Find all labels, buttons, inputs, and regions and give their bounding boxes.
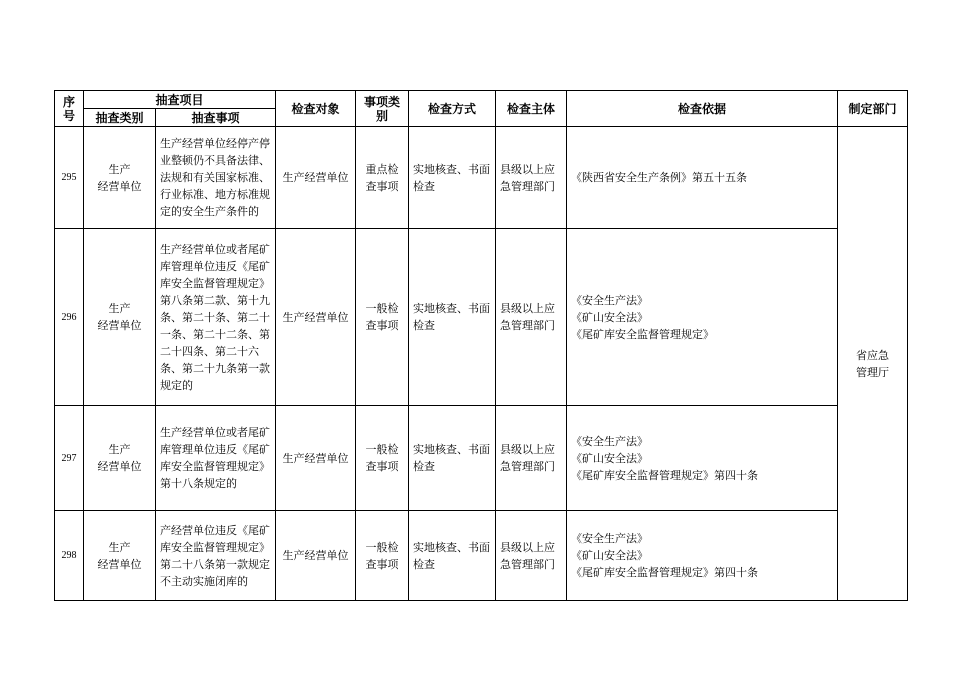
row-type: 一般检 查事项 (356, 511, 409, 601)
row-subject: 县级以上应 急管理部门 (496, 127, 567, 229)
row-basis: 《安全生产法》 《矿山安全法》 《尾矿库安全监督管理规定》第四十条 (567, 511, 838, 601)
row-subject: 县级以上应 急管理部门 (496, 406, 567, 511)
row-seq: 296 (55, 229, 84, 406)
header-seq: 序号 (55, 91, 84, 127)
header-item-group: 抽查项目 (84, 91, 276, 109)
header-basis: 检查依据 (567, 91, 838, 127)
row-type: 一般检 查事项 (356, 229, 409, 406)
row-basis: 《陕西省安全生产条例》第五十五条 (567, 127, 838, 229)
table-row (55, 406, 908, 511)
header-object: 检查对象 (276, 91, 356, 127)
row-object: 生产经营单位 (276, 229, 356, 406)
dept-cell: 省应急 管理厅 (838, 127, 908, 601)
row-subject: 县级以上应 急管理部门 (496, 511, 567, 601)
row-matter: 生产经营单位或者尾矿库管理单位违反《尾矿库安全监督管理规定》第十八条规定的 (156, 406, 276, 511)
row-object: 生产经营单位 (276, 127, 356, 229)
header-method: 检查方式 (409, 91, 496, 127)
header-category: 抽查类别 (84, 109, 156, 127)
row-type: 重点检 查事项 (356, 127, 409, 229)
row-method: 实地核查、书面 检查 (409, 511, 496, 601)
header-type: 事项类别 (356, 91, 409, 127)
row-seq: 298 (55, 511, 84, 601)
row-matter: 生产经营单位经停产停业整顿仍不具备法律、法规和有关国家标准、行业标准、地方标准规定的安全生产条件的 (156, 127, 276, 229)
header-subject: 检查主体 (496, 91, 567, 127)
row-category: 生产 经营单位 (84, 406, 156, 511)
table-row (55, 511, 908, 601)
row-category: 生产 经营单位 (84, 127, 156, 229)
row-seq: 297 (55, 406, 84, 511)
row-method: 实地核查、书面 检查 (409, 127, 496, 229)
table-row (55, 127, 908, 229)
row-method: 实地核查、书面 检查 (409, 229, 496, 406)
row-matter: 生产经营单位或者尾矿库管理单位违反《尾矿库安全监督管理规定》第八条第二款、第十九条、第二十条、第二十一条、第二十二条、第二十四条、第二十六条、第二十九条第一款规定的 (156, 229, 276, 406)
row-subject: 县级以上应 急管理部门 (496, 229, 567, 406)
row-object: 生产经营单位 (276, 511, 356, 601)
row-object: 生产经营单位 (276, 406, 356, 511)
inspection-table (54, 90, 908, 601)
row-seq: 295 (55, 127, 84, 229)
row-type: 一般检 查事项 (356, 406, 409, 511)
row-category: 生产 经营单位 (84, 511, 156, 601)
header-dept: 制定部门 (838, 91, 908, 127)
row-category: 生产 经营单位 (84, 229, 156, 406)
row-basis: 《安全生产法》 《矿山安全法》 《尾矿库安全监督管理规定》第四十条 (567, 406, 838, 511)
table-row (55, 229, 908, 406)
row-matter: 产经营单位违反《尾矿库安全监督管理规定》第二十八条第一款规定不主动实施闭库的 (156, 511, 276, 601)
row-method: 实地核查、书面 检查 (409, 406, 496, 511)
header-matter: 抽查事项 (156, 109, 276, 127)
row-basis: 《安全生产法》 《矿山安全法》 《尾矿库安全监督管理规定》 (567, 229, 838, 406)
